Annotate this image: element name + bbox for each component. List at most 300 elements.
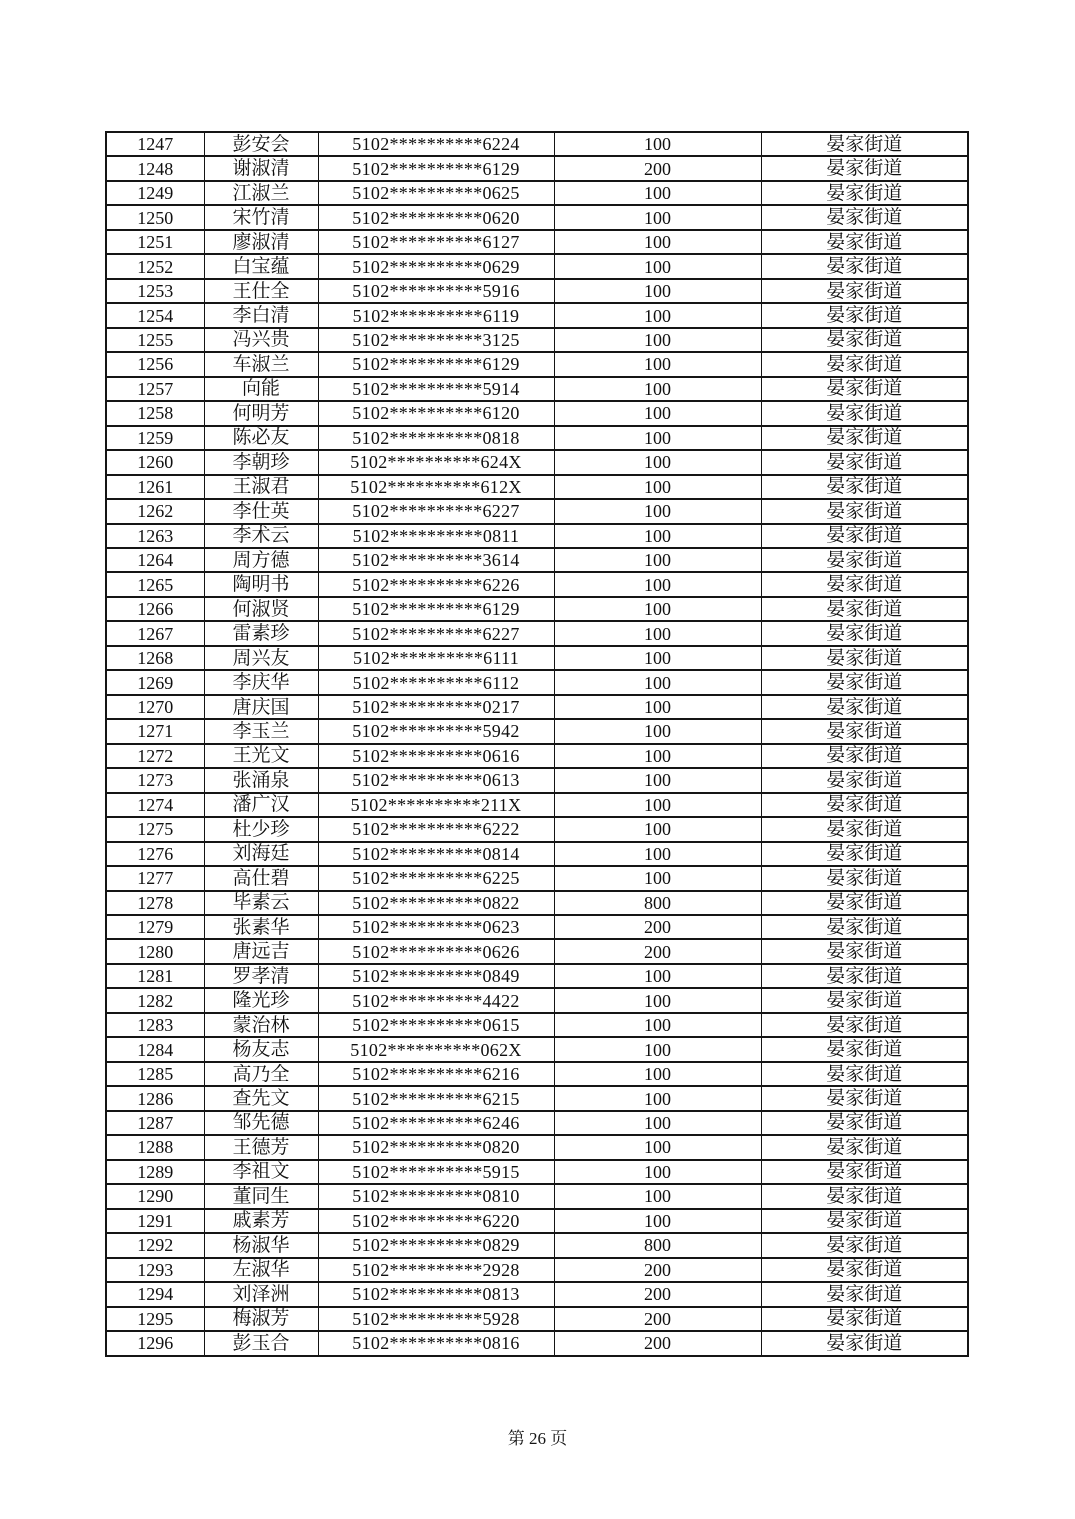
cell-district: 晏家街道: [761, 842, 968, 866]
table-row: [106, 768, 968, 792]
cell-id: 5102**********0629: [318, 254, 554, 278]
cell-amount: 100: [554, 426, 761, 450]
table-row: [106, 1160, 968, 1184]
cell-no: 1253: [106, 279, 204, 303]
table-row: [106, 1037, 968, 1061]
cell-no: 1285: [106, 1062, 204, 1086]
cell-district: 晏家街道: [761, 988, 968, 1012]
cell-name: 江淑兰: [204, 181, 318, 205]
cell-no: 1268: [106, 646, 204, 670]
cell-amount: 100: [554, 866, 761, 890]
cell-district: 晏家街道: [761, 1111, 968, 1135]
cell-no: 1274: [106, 793, 204, 817]
table-row: [106, 817, 968, 841]
cell-district: 晏家街道: [761, 548, 968, 572]
cell-amount: 200: [554, 939, 761, 963]
cell-name: 陶明书: [204, 572, 318, 596]
cell-name: 董同生: [204, 1184, 318, 1208]
cell-id: 5102**********624X: [318, 450, 554, 474]
cell-name: 宋竹清: [204, 205, 318, 229]
cell-district: 晏家街道: [761, 768, 968, 792]
cell-amount: 200: [554, 156, 761, 180]
cell-id: 5102**********612X: [318, 475, 554, 499]
cell-district: 晏家街道: [761, 915, 968, 939]
table-row: [106, 1282, 968, 1306]
table-row: [106, 279, 968, 303]
cell-district: 晏家街道: [761, 1307, 968, 1331]
cell-id: 5102**********5942: [318, 719, 554, 743]
cell-no: 1270: [106, 695, 204, 719]
cell-district: 晏家街道: [761, 450, 968, 474]
table-row: [106, 132, 968, 156]
cell-amount: 100: [554, 401, 761, 425]
cell-no: 1294: [106, 1282, 204, 1306]
table-row: [106, 254, 968, 278]
cell-amount: 100: [554, 597, 761, 621]
cell-name: 唐远吉: [204, 939, 318, 963]
cell-no: 1277: [106, 866, 204, 890]
table-row: [106, 988, 968, 1012]
cell-district: 晏家街道: [761, 475, 968, 499]
cell-no: 1265: [106, 572, 204, 596]
cell-id: 5102**********0820: [318, 1135, 554, 1159]
cell-amount: 100: [554, 695, 761, 719]
cell-name: 王淑君: [204, 475, 318, 499]
cell-no: 1269: [106, 670, 204, 694]
table-row: [106, 1258, 968, 1282]
cell-district: 晏家街道: [761, 426, 968, 450]
cell-no: 1281: [106, 964, 204, 988]
cell-amount: 100: [554, 1209, 761, 1233]
table-row: [106, 181, 968, 205]
cell-district: 晏家街道: [761, 254, 968, 278]
cell-id: 5102**********6129: [318, 597, 554, 621]
table-row: [106, 646, 968, 670]
cell-district: 晏家街道: [761, 499, 968, 523]
cell-name: 蒙治林: [204, 1013, 318, 1037]
table-row: [106, 352, 968, 376]
cell-no: 1286: [106, 1086, 204, 1110]
cell-id: 5102**********6129: [318, 156, 554, 180]
cell-id: 5102**********6222: [318, 817, 554, 841]
cell-amount: 100: [554, 450, 761, 474]
cell-name: 李白清: [204, 303, 318, 327]
cell-district: 晏家街道: [761, 621, 968, 645]
cell-id: 5102**********0615: [318, 1013, 554, 1037]
cell-no: 1290: [106, 1184, 204, 1208]
cell-name: 查先文: [204, 1086, 318, 1110]
cell-district: 晏家街道: [761, 1258, 968, 1282]
cell-amount: 200: [554, 1331, 761, 1356]
cell-id: 5102**********6224: [318, 132, 554, 156]
cell-id: 5102**********6111: [318, 646, 554, 670]
cell-amount: 100: [554, 646, 761, 670]
cell-amount: 100: [554, 1135, 761, 1159]
cell-no: 1251: [106, 230, 204, 254]
cell-id: 5102**********4422: [318, 988, 554, 1012]
cell-amount: 100: [554, 768, 761, 792]
table-row: [106, 695, 968, 719]
cell-id: 5102**********5914: [318, 377, 554, 401]
cell-name: 周方德: [204, 548, 318, 572]
cell-name: 潘广汉: [204, 793, 318, 817]
cell-name: 左淑华: [204, 1258, 318, 1282]
cell-no: 1279: [106, 915, 204, 939]
cell-name: 李术云: [204, 524, 318, 548]
cell-name: 高乃全: [204, 1062, 318, 1086]
cell-id: 5102**********0829: [318, 1233, 554, 1257]
cell-district: 晏家街道: [761, 205, 968, 229]
cell-name: 邹先德: [204, 1111, 318, 1135]
cell-id: 5102**********0816: [318, 1331, 554, 1356]
cell-name: 廖淑清: [204, 230, 318, 254]
cell-id: 5102**********6127: [318, 230, 554, 254]
cell-amount: 100: [554, 621, 761, 645]
cell-name: 王德芳: [204, 1135, 318, 1159]
cell-name: 刘海廷: [204, 842, 318, 866]
table-row: [106, 1331, 968, 1356]
cell-name: 王光文: [204, 744, 318, 768]
cell-amount: 100: [554, 499, 761, 523]
cell-district: 晏家街道: [761, 646, 968, 670]
cell-amount: 200: [554, 915, 761, 939]
cell-name: 周兴友: [204, 646, 318, 670]
cell-id: 5102**********6226: [318, 572, 554, 596]
cell-name: 白宝蕴: [204, 254, 318, 278]
cell-id: 5102**********5915: [318, 1160, 554, 1184]
table-row: [106, 1209, 968, 1233]
cell-district: 晏家街道: [761, 1184, 968, 1208]
cell-district: 晏家街道: [761, 1233, 968, 1257]
cell-id: 5102**********6215: [318, 1086, 554, 1110]
cell-district: 晏家街道: [761, 524, 968, 548]
cell-no: 1296: [106, 1331, 204, 1356]
cell-no: 1247: [106, 132, 204, 156]
cell-no: 1248: [106, 156, 204, 180]
cell-amount: 200: [554, 1282, 761, 1306]
page-footer: [0, 1424, 1075, 1449]
cell-district: 晏家街道: [761, 793, 968, 817]
cell-amount: 200: [554, 1258, 761, 1282]
cell-amount: 100: [554, 670, 761, 694]
table-row: [106, 572, 968, 596]
cell-district: 晏家街道: [761, 695, 968, 719]
cell-no: 1289: [106, 1160, 204, 1184]
cell-no: 1275: [106, 817, 204, 841]
cell-no: 1280: [106, 939, 204, 963]
cell-id: 5102**********3614: [318, 548, 554, 572]
cell-name: 雷素珍: [204, 621, 318, 645]
cell-district: 晏家街道: [761, 817, 968, 841]
cell-district: 晏家街道: [761, 1209, 968, 1233]
cell-district: 晏家街道: [761, 1135, 968, 1159]
cell-id: 5102**********6220: [318, 1209, 554, 1233]
cell-name: 陈必友: [204, 426, 318, 450]
table-row: [106, 1184, 968, 1208]
cell-amount: 100: [554, 744, 761, 768]
cell-amount: 100: [554, 1111, 761, 1135]
cell-no: 1259: [106, 426, 204, 450]
table-row: [106, 328, 968, 352]
cell-amount: 100: [554, 1184, 761, 1208]
table-row: [106, 156, 968, 180]
cell-no: 1291: [106, 1209, 204, 1233]
cell-no: 1278: [106, 891, 204, 915]
cell-name: 杨淑华: [204, 1233, 318, 1257]
cell-district: 晏家街道: [761, 303, 968, 327]
table-row: [106, 964, 968, 988]
cell-name: 刘泽洲: [204, 1282, 318, 1306]
table-row: [106, 842, 968, 866]
cell-no: 1287: [106, 1111, 204, 1135]
cell-id: 5102**********6227: [318, 499, 554, 523]
cell-amount: 200: [554, 1307, 761, 1331]
cell-district: 晏家街道: [761, 964, 968, 988]
cell-amount: 100: [554, 988, 761, 1012]
cell-no: 1267: [106, 621, 204, 645]
cell-id: 5102**********6112: [318, 670, 554, 694]
cell-district: 晏家街道: [761, 866, 968, 890]
cell-amount: 100: [554, 230, 761, 254]
cell-district: 晏家街道: [761, 1062, 968, 1086]
cell-name: 隆光珍: [204, 988, 318, 1012]
cell-id: 5102**********0626: [318, 939, 554, 963]
cell-name: 向能: [204, 377, 318, 401]
table-row: [106, 1233, 968, 1257]
cell-amount: 100: [554, 1086, 761, 1110]
cell-district: 晏家街道: [761, 377, 968, 401]
cell-no: 1288: [106, 1135, 204, 1159]
cell-id: 5102**********0814: [318, 842, 554, 866]
cell-no: 1256: [106, 352, 204, 376]
cell-amount: 100: [554, 279, 761, 303]
cell-amount: 100: [554, 524, 761, 548]
table-row: [106, 1307, 968, 1331]
cell-district: 晏家街道: [761, 1282, 968, 1306]
table-body: [106, 132, 968, 1356]
cell-district: 晏家街道: [761, 744, 968, 768]
cell-no: 1264: [106, 548, 204, 572]
cell-district: 晏家街道: [761, 939, 968, 963]
cell-amount: 100: [554, 572, 761, 596]
table-row: [106, 891, 968, 915]
cell-name: 彭玉合: [204, 1331, 318, 1356]
table-row: [106, 1013, 968, 1037]
table-row: [106, 475, 968, 499]
cell-amount: 100: [554, 1062, 761, 1086]
cell-name: 谢淑清: [204, 156, 318, 180]
cell-id: 5102**********2928: [318, 1258, 554, 1282]
cell-district: 晏家街道: [761, 279, 968, 303]
cell-amount: 100: [554, 719, 761, 743]
cell-id: 5102**********6225: [318, 866, 554, 890]
cell-name: 李玉兰: [204, 719, 318, 743]
table-row: [106, 548, 968, 572]
table-row: [106, 1086, 968, 1110]
cell-district: 晏家街道: [761, 156, 968, 180]
cell-district: 晏家街道: [761, 181, 968, 205]
cell-name: 彭安会: [204, 132, 318, 156]
cell-id: 5102**********6216: [318, 1062, 554, 1086]
cell-no: 1266: [106, 597, 204, 621]
cell-amount: 100: [554, 205, 761, 229]
cell-district: 晏家街道: [761, 1331, 968, 1356]
subsidy-roster-table: [105, 131, 969, 1357]
cell-name: 杨友志: [204, 1037, 318, 1061]
cell-no: 1252: [106, 254, 204, 278]
cell-name: 唐庆国: [204, 695, 318, 719]
cell-district: 晏家街道: [761, 1013, 968, 1037]
cell-no: 1282: [106, 988, 204, 1012]
cell-district: 晏家街道: [761, 597, 968, 621]
table-row: [106, 426, 968, 450]
table-row: [106, 450, 968, 474]
cell-name: 杜少珍: [204, 817, 318, 841]
cell-no: 1283: [106, 1013, 204, 1037]
cell-id: 5102**********0616: [318, 744, 554, 768]
cell-district: 晏家街道: [761, 1160, 968, 1184]
cell-no: 1260: [106, 450, 204, 474]
cell-name: 何明芳: [204, 401, 318, 425]
cell-name: 王仕全: [204, 279, 318, 303]
cell-amount: 100: [554, 475, 761, 499]
cell-no: 1292: [106, 1233, 204, 1257]
cell-id: 5102**********0811: [318, 524, 554, 548]
cell-amount: 100: [554, 303, 761, 327]
cell-id: 5102**********6119: [318, 303, 554, 327]
cell-name: 高仕碧: [204, 866, 318, 890]
cell-name: 张涌泉: [204, 768, 318, 792]
cell-id: 5102**********062X: [318, 1037, 554, 1061]
cell-no: 1261: [106, 475, 204, 499]
table-row: [106, 866, 968, 890]
cell-name: 李仕英: [204, 499, 318, 523]
page-number-label: 第 26 页: [507, 1429, 568, 1448]
cell-no: 1272: [106, 744, 204, 768]
cell-amount: 100: [554, 548, 761, 572]
cell-amount: 100: [554, 1037, 761, 1061]
cell-id: 5102**********0849: [318, 964, 554, 988]
table-row: [106, 401, 968, 425]
cell-id: 5102**********6129: [318, 352, 554, 376]
cell-id: 5102**********0813: [318, 1282, 554, 1306]
cell-amount: 100: [554, 793, 761, 817]
table-row: [106, 499, 968, 523]
cell-no: 1255: [106, 328, 204, 352]
cell-name: 李庆华: [204, 670, 318, 694]
cell-no: 1295: [106, 1307, 204, 1331]
cell-district: 晏家街道: [761, 401, 968, 425]
cell-id: 5102**********3125: [318, 328, 554, 352]
cell-district: 晏家街道: [761, 132, 968, 156]
cell-no: 1273: [106, 768, 204, 792]
table-row: [106, 1111, 968, 1135]
cell-district: 晏家街道: [761, 1037, 968, 1061]
table-row: [106, 793, 968, 817]
cell-district: 晏家街道: [761, 670, 968, 694]
cell-district: 晏家街道: [761, 230, 968, 254]
table-row: [106, 377, 968, 401]
cell-id: 5102**********6246: [318, 1111, 554, 1135]
cell-name: 车淑兰: [204, 352, 318, 376]
cell-name: 张素华: [204, 915, 318, 939]
cell-id: 5102**********0810: [318, 1184, 554, 1208]
cell-no: 1263: [106, 524, 204, 548]
cell-amount: 100: [554, 377, 761, 401]
table-row: [106, 621, 968, 645]
table-row: [106, 1135, 968, 1159]
table-row: [106, 524, 968, 548]
cell-district: 晏家街道: [761, 891, 968, 915]
cell-no: 1271: [106, 719, 204, 743]
cell-no: 1276: [106, 842, 204, 866]
cell-id: 5102**********0822: [318, 891, 554, 915]
cell-amount: 100: [554, 132, 761, 156]
cell-id: 5102**********6120: [318, 401, 554, 425]
cell-amount: 800: [554, 1233, 761, 1257]
cell-no: 1262: [106, 499, 204, 523]
cell-id: 5102**********0613: [318, 768, 554, 792]
table-row: [106, 670, 968, 694]
cell-amount: 100: [554, 352, 761, 376]
cell-id: 5102**********0818: [318, 426, 554, 450]
cell-district: 晏家街道: [761, 572, 968, 596]
cell-amount: 100: [554, 181, 761, 205]
cell-id: 5102**********0217: [318, 695, 554, 719]
cell-amount: 100: [554, 842, 761, 866]
cell-name: 罗孝清: [204, 964, 318, 988]
cell-district: 晏家街道: [761, 328, 968, 352]
cell-name: 戚素芳: [204, 1209, 318, 1233]
table-row: [106, 719, 968, 743]
cell-id: 5102**********5916: [318, 279, 554, 303]
cell-no: 1250: [106, 205, 204, 229]
table-row: [106, 230, 968, 254]
cell-id: 5102**********211X: [318, 793, 554, 817]
cell-district: 晏家街道: [761, 352, 968, 376]
cell-id: 5102**********0625: [318, 181, 554, 205]
cell-amount: 100: [554, 817, 761, 841]
cell-no: 1254: [106, 303, 204, 327]
cell-no: 1249: [106, 181, 204, 205]
cell-id: 5102**********6227: [318, 621, 554, 645]
cell-amount: 100: [554, 1013, 761, 1037]
cell-name: 李祖文: [204, 1160, 318, 1184]
table-row: [106, 597, 968, 621]
cell-amount: 100: [554, 964, 761, 988]
cell-district: 晏家街道: [761, 719, 968, 743]
cell-no: 1258: [106, 401, 204, 425]
table-row: [106, 915, 968, 939]
cell-name: 何淑贤: [204, 597, 318, 621]
cell-name: 冯兴贵: [204, 328, 318, 352]
table-row: [106, 744, 968, 768]
cell-id: 5102**********5928: [318, 1307, 554, 1331]
cell-no: 1293: [106, 1258, 204, 1282]
cell-name: 李朝珍: [204, 450, 318, 474]
table-row: [106, 205, 968, 229]
cell-name: 毕素云: [204, 891, 318, 915]
table-row: [106, 1062, 968, 1086]
table-row: [106, 303, 968, 327]
cell-id: 5102**********0620: [318, 205, 554, 229]
cell-amount: 100: [554, 328, 761, 352]
cell-name: 梅淑芳: [204, 1307, 318, 1331]
cell-no: 1284: [106, 1037, 204, 1061]
table-row: [106, 939, 968, 963]
cell-district: 晏家街道: [761, 1086, 968, 1110]
cell-no: 1257: [106, 377, 204, 401]
